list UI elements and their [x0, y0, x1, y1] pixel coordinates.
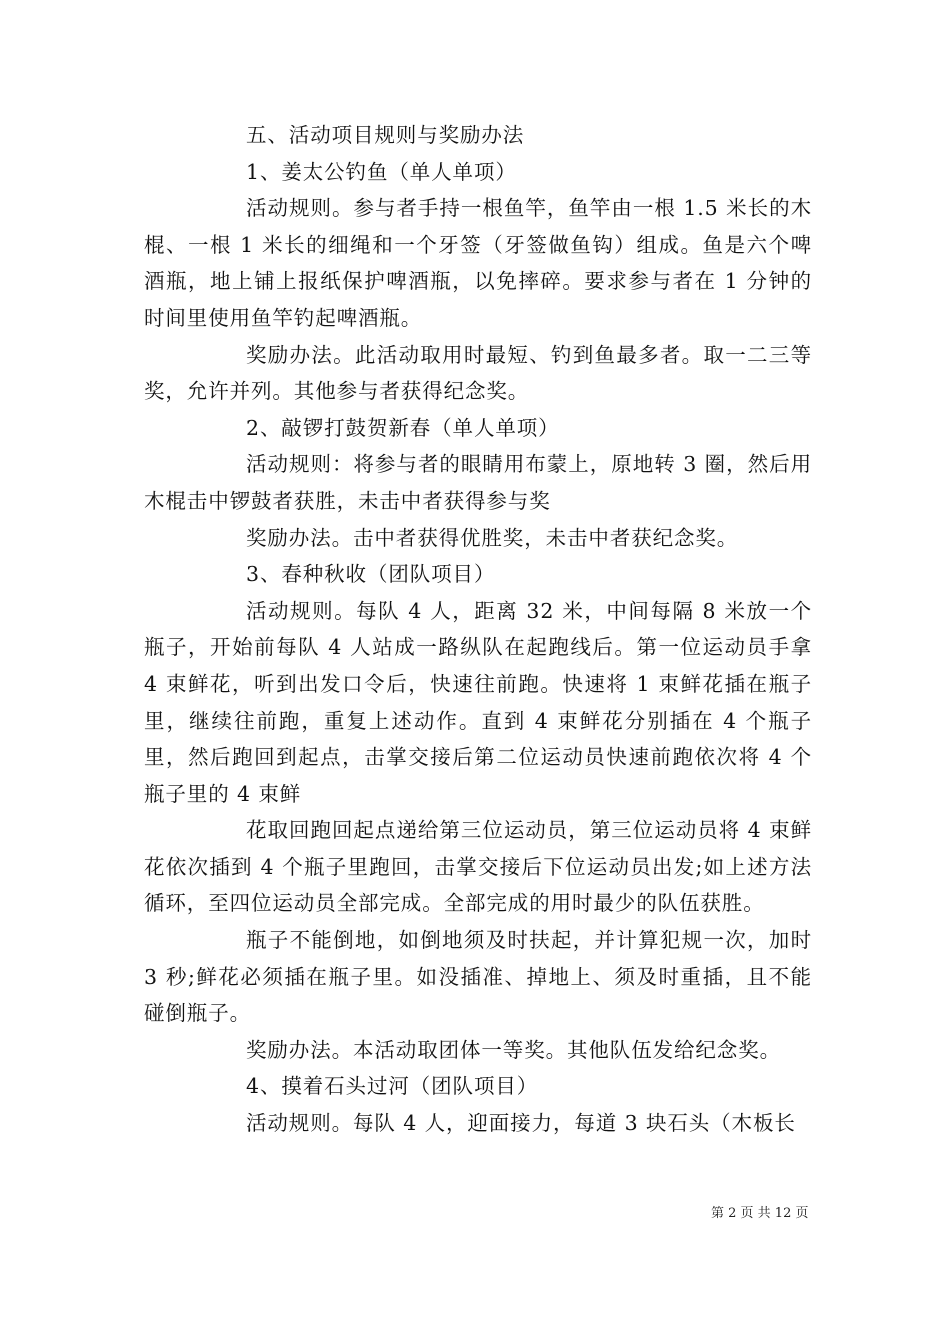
reward-paragraph-planting: 奖励办法。本活动取团体一等奖。其他队伍发给纪念奖。: [246, 1037, 781, 1062]
item-heading-fishing: 1、姜太公钓鱼（单人单项）: [246, 159, 517, 184]
rules-paragraph-planting: 活动规则。每队 4 人，距离 32 米，中间每隔 8 米放一个瓶子，开始前每队 4 人站成一路纵队在起跑线后。第一位运动员手拿 4 束鲜花，听到出发口令后，快速往前跑。快速将 1 束鲜花插在瓶子里，继续往前跑，重复上述动作。直到 4 束鲜花分别插在 4 个瓶子里，然后跑回到起点，击掌交接后第二位运动员快速前跑依次将 4 个瓶子里的 4 束鲜: [144, 598, 812, 806]
item-heading-planting: 3、春种秋收（团队项目）: [246, 562, 496, 587]
rules-continuation-planting: 花取回跑回起点递给第三位运动员，第三位运动员将 4 束鲜花依次插到 4 个瓶子里跑回，击掌交接后下位运动员出发;如上述方法循环，至四位运动员全部完成。全部完成的用时最少的队伍获胜。: [144, 818, 812, 916]
rules-paragraph-drum: 活动规则：将参与者的眼睛用布蒙上，原地转 3 圈，然后用木棍击中锣鼓者获胜，未击中者获得参与奖: [144, 452, 812, 513]
rules-paragraph-fishing: 活动规则。参与者手持一根鱼竿，鱼竿由一根 1.5 米长的木棍、一根 1 米长的细绳和一个牙签（牙签做鱼钩）组成。鱼是六个啤酒瓶，地上铺上报纸保护啤酒瓶，以免摔碎。要求参与者在 1 分钟的时间里使用鱼竿钓起啤酒瓶。: [144, 196, 812, 330]
item-heading-drum: 2、敲锣打鼓贺新春（单人单项）: [246, 415, 560, 440]
foul-rules-paragraph-planting: 瓶子不能倒地，如倒地须及时扶起，并计算犯规一次，加时 3 秒;鲜花必须插在瓶子里。如没插准、掉地上、须及时重插，且不能碰倒瓶子。: [144, 928, 812, 1026]
reward-paragraph-fishing: 奖励办法。此活动取用时最短、钓到鱼最多者。取一二三等奖，允许并列。其他参与者获得纪念奖。: [144, 342, 812, 404]
item-heading-river: 4、摸着石头过河（团队项目）: [246, 1074, 539, 1099]
document-body: [144, 117, 812, 1142]
reward-paragraph-drum: 奖励办法。击中者获得优胜奖，未击中者获纪念奖。: [246, 525, 739, 550]
section-heading: 五、活动项目规则与奖励办法: [246, 123, 525, 147]
page-number-footer: 第 2 页 共 12 页: [711, 1206, 809, 1221]
rules-paragraph-river: 活动规则。每队 4 人，迎面接力，每道 3 块石头（木板长: [246, 1111, 796, 1136]
